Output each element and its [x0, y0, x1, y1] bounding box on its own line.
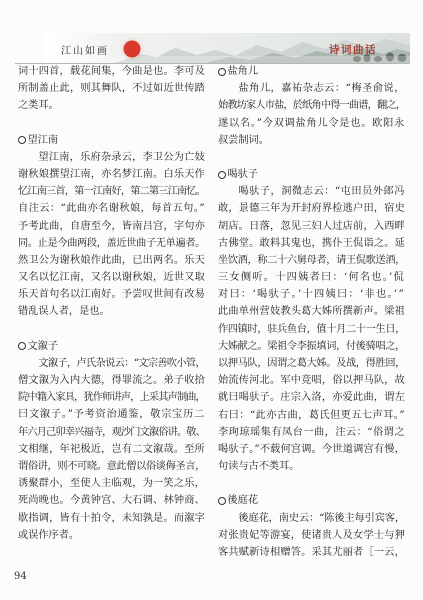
text-line: 坐饮酒，称二十六舅母者，请王侃歌送酒， — [218, 254, 405, 266]
paragraph — [18, 149, 205, 321]
text-line: 歇指调，皆有十拍令，未知孰是。而溆字 — [18, 512, 205, 524]
text-line: 作四镇时，驻兵鱼台，值十月二十一生日， — [218, 323, 405, 335]
left-text-column — [18, 63, 205, 544]
text-line: 或误作序者。 — [18, 529, 80, 541]
text-line: 对张贵妃等游宴，使诸贵人及女学士与狎 — [218, 529, 405, 541]
text-line: 予考此曲，自唐至今，皆南吕宫，字句亦 — [18, 220, 205, 232]
text-line: 曰文溆子。”予考资治通鉴，敬宗宝历二 — [18, 409, 205, 421]
banner-right-title: 诗词曲话 — [329, 44, 377, 56]
text-line: 胡店。日落，忽见三妇人过店前，入西畔 — [218, 220, 405, 232]
text-line: 以押马队，因谓之葛大姊。及战，得胜回， — [218, 358, 405, 369]
heading-text: 盐角儿 — [227, 66, 259, 77]
paragraph — [218, 183, 405, 475]
text-line: 死尚晚也。今黄钟宫、大石调、林钟商、 — [18, 495, 205, 507]
circle-marker-icon — [218, 497, 226, 505]
text-line: 忆江南三首，第一江南好，第二第三江南忆。 — [18, 186, 205, 198]
text-line: 自注云：“此曲亦名谢秋娘，每首五句。” — [18, 203, 205, 215]
banner-left-title: 江山如画 — [61, 46, 109, 57]
page-number: 94 — [14, 571, 27, 582]
circle-marker-icon — [218, 68, 226, 76]
heading-text: 喝驮子 — [227, 168, 259, 180]
text-line: 词十四首，载花间集，今曲是也。李可及 — [18, 66, 205, 77]
circle-marker-icon — [18, 342, 26, 350]
text-line: 对曰：‘喝驮子。’十四姨曰：‘非也。’” — [218, 289, 405, 301]
text-line: 之类耳。 — [18, 100, 59, 112]
red-sun-icon — [124, 41, 141, 58]
text-line: 始流传河北。军中竞唱，俗以押马队，故 — [218, 375, 405, 387]
circle-marker-icon — [18, 136, 26, 144]
text-line: 诱聚群小，至使人主临观，为一笑之乐， — [18, 478, 205, 490]
text-line: 盐角儿，嘉祐杂志云：“梅圣俞说， — [238, 83, 405, 95]
paragraph — [218, 510, 405, 562]
heading-text: 後庭花 — [227, 495, 259, 507]
circle-marker-icon — [218, 171, 226, 179]
section-heading — [18, 132, 205, 149]
section-heading — [18, 338, 205, 355]
text-line: 三女侧听。十四姨者曰：‘何名也。’侃 — [218, 272, 405, 284]
text-line: 遂以名。”今双调盐角儿令是也。欧阳永 — [218, 117, 405, 129]
heading-text: 文溆子 — [27, 340, 59, 352]
text-line: 院中籍入家具，犹作师讲声，上采其声制曲， — [18, 392, 205, 404]
text-line: 叔尝制词。 — [218, 134, 269, 146]
text-line: 後庭花，南史云：“陈後主每引宾客， — [238, 512, 405, 524]
text-line: 喝驮子。”不载何宫调。今世道调宫有慢， — [218, 443, 405, 455]
text-line: 望江南，乐府杂录云，李卫公为亡妓 — [38, 151, 205, 163]
text-line: 李珣琼瑶集有凤台一曲，注云：“俗谓之 — [218, 426, 405, 438]
section-heading — [218, 63, 405, 80]
text-line: 敢，景德三年为开封府界检逃户田，宿史 — [218, 203, 405, 215]
section-heading — [218, 492, 405, 509]
text-line: 客共赋新诗相赠答。采其尤丽者［一云， — [218, 546, 405, 558]
text-line: 谓俗讲，则不可晓。意此僧以俗谈侮圣言， — [18, 460, 205, 472]
text-line: 所制盖止此，则其舞队，不过如近世传踏 — [18, 83, 205, 95]
text-line: 文相继，年祀极近，岂有二文溆哉。至所 — [18, 443, 205, 455]
text-line: 年六月己卯幸兴福寺，观沙门文溆俗讲。敬、 — [18, 426, 205, 438]
text-line: 乐天首句名以江南好。予尝叹世间有改易 — [18, 289, 205, 301]
text-line: 然卫公为谢秋娘作此曲，已出两名。乐天 — [18, 254, 205, 266]
text-line: 就曰喝驮子。庄宗入洛，亦爱此曲，谓左 — [218, 392, 405, 404]
text-line: 右曰：“此亦古曲，葛氏但更五七声耳。” — [218, 409, 405, 421]
text-line: 僧文溆为入内大德，得罪流之。弟子收拾 — [18, 375, 205, 386]
text-line: 同。止是今曲两段，盖近世曲子无单遍者。 — [18, 237, 205, 249]
paragraph — [18, 355, 205, 544]
text-line: 此曲单州营妓教头葛大姊所撰新声。梁祖 — [218, 306, 405, 318]
text-line: 又名以忆江南，又名以谢秋娘，近世又取 — [18, 272, 205, 284]
heading-text: 望江南 — [27, 134, 59, 146]
text-line: 大姊献之。梁祖令李振填词，付後骑唱之， — [218, 340, 405, 352]
text-line: 句读与古不类耳。 — [218, 461, 300, 473]
paragraph — [18, 63, 205, 115]
text-line: 谢秋娘撰望江南，亦名梦江南。白乐天作 — [18, 168, 205, 180]
header-banner — [45, 33, 410, 63]
text-line: 喝驮子，洞微志云：“屯田员外郎冯 — [238, 186, 405, 198]
text-line: 文溆子，卢氏杂说云：“文宗善吹小管， — [38, 357, 205, 369]
text-line: 错乱误人者，是也。 — [18, 306, 110, 318]
section-heading — [218, 166, 405, 183]
paragraph — [218, 80, 405, 149]
text-line: 始教坊家人市盐，於纸角中得一曲谱，翻之， — [218, 100, 405, 112]
right-text-column — [218, 63, 405, 561]
text-line: 古佛堂。敢料其鬼也，携仆王侃诣之。延 — [218, 237, 405, 249]
mist-band — [45, 56, 410, 63]
